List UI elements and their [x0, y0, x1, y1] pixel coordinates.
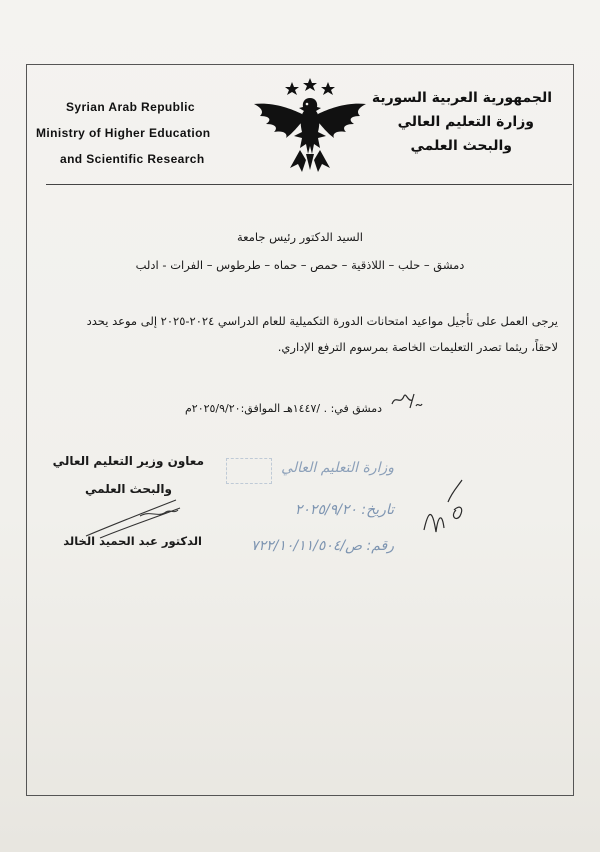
signatory-title-line-1: معاون وزير التعليم العالي — [52, 454, 204, 468]
header-ar-country: الجمهورية العربية السورية — [371, 90, 552, 106]
recipient-line: السيد الدكتور رئيس جامعة — [237, 230, 363, 244]
header-en-ministry: Ministry of Higher Education — [36, 126, 211, 140]
stamp-date: تاريخ: ٢٠٢٥/٩/٢٠ — [294, 502, 394, 518]
body-text-line-1: يرجى العمل على تأجيل مواعيد امتحانات الدورة التكميلية للعام الدراسي ٢٠٢٤-٢٠٢٥ إلى موعد يحدد — [86, 314, 558, 328]
stamp-ministry: وزارة التعليم العالي — [281, 460, 394, 476]
stamp-emblem-box — [226, 458, 272, 484]
header-arabic — [352, 86, 552, 158]
signatory-title-line-2: والبحث العلمي — [85, 482, 172, 496]
handwritten-date-mark — [386, 388, 426, 412]
header-ar-ministry: وزارة التعليم العالي — [397, 114, 534, 130]
stamp-number: رقم: ص/٧٢٢/١٠/١١/٥٠٤ — [251, 538, 394, 554]
header-en-research: and Scientific Research — [60, 152, 205, 166]
signatory-name: الدكتور عبد الحميد الخالد — [63, 534, 202, 548]
body-text-line-2: لاحقاً، ريثما تصدر التعليمات الخاصة بمرسوم الترفع الإداري. — [277, 340, 558, 354]
header-ar-research: والبحث العلمي — [410, 138, 512, 154]
date-line: دمشق في: . /١٤٤٧هـ الموافق:٢٠٢٥/٩/٢٠م — [184, 402, 382, 415]
cities-list: دمشق – حلب – اللاذقية – حمص – حماه – طرطوس – الفرات - ادلب — [135, 258, 465, 272]
header-separator — [46, 184, 572, 185]
header-english — [36, 94, 246, 172]
handwritten-initial — [414, 472, 474, 542]
header-en-country: Syrian Arab Republic — [66, 100, 195, 114]
